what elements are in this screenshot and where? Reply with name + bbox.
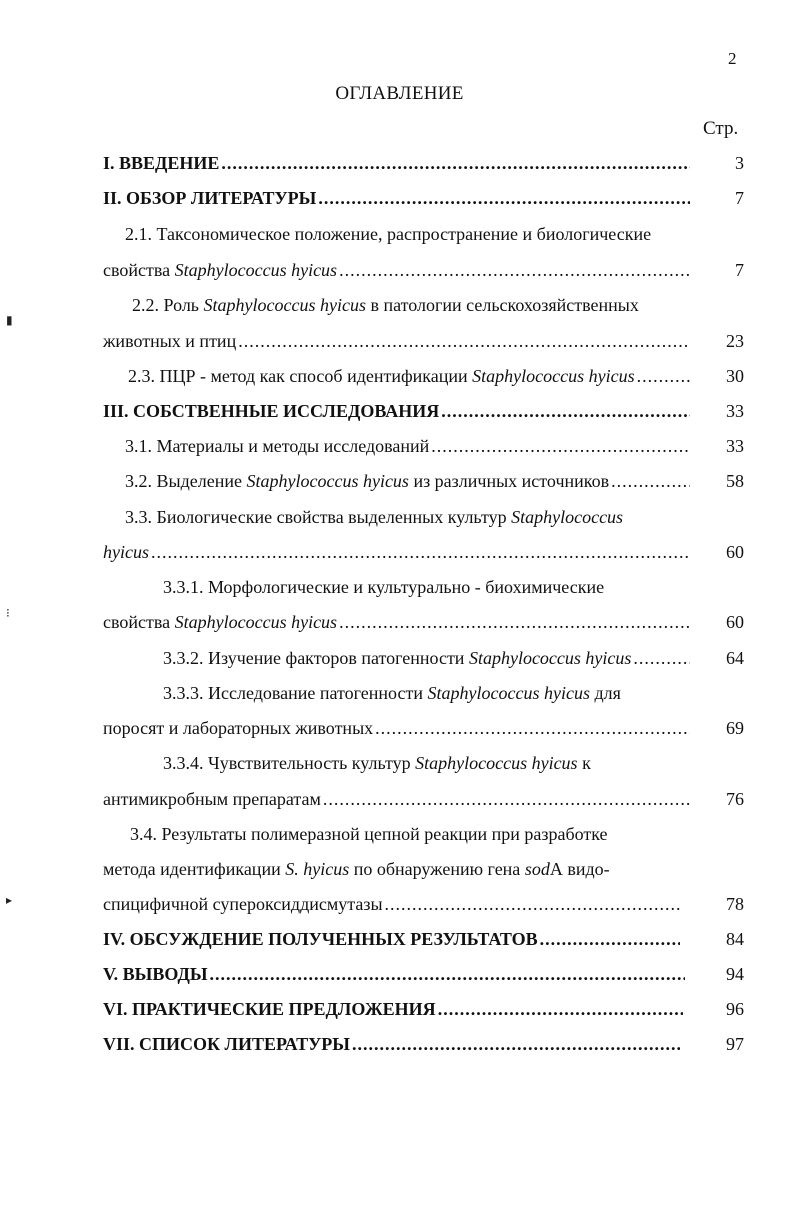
entry-label-italic: S. hyicus: [285, 859, 350, 879]
toc-entry-2-1-line1: [125, 222, 651, 246]
entry-label: 3.3. Биологические свойства выделенных культур: [125, 507, 512, 527]
entry-page: 78: [726, 894, 744, 914]
dot-leader: [438, 997, 683, 1021]
toc-entry-3-3-2: [163, 646, 690, 670]
dot-leader: [540, 927, 680, 951]
entry-label: I. ВВЕДЕНИЕ: [103, 153, 220, 173]
entry-label: 3.3.1. Морфологические и культурально - биохимические: [163, 577, 605, 597]
entry-page: 64: [726, 648, 744, 668]
toc-entry-2-2-line2: [103, 329, 690, 353]
entry-label: 3.3.3. Исследование патогенности: [163, 683, 428, 703]
dot-leader: [611, 469, 690, 493]
entry-label: из различных источников: [408, 471, 610, 491]
entry-label-italic: sod: [524, 859, 550, 879]
toc-entry-3-4-line3: [103, 892, 680, 916]
entry-label: 2.1. Таксономическое положение, распространение и биологические: [125, 224, 652, 244]
dot-leader: [637, 364, 690, 388]
entry-page: 30: [726, 366, 744, 386]
entry-page: 96: [726, 999, 744, 1019]
scan-mark: ▮: [6, 313, 13, 327]
entry-page: 84: [726, 929, 744, 949]
toc-entry-own-research: [103, 399, 690, 423]
entry-label: свойства: [103, 612, 175, 632]
dot-leader: [151, 540, 690, 564]
entry-page: 33: [726, 436, 744, 456]
entry-label: поросят и лабораторных животных: [103, 718, 374, 738]
entry-label: IV. ОБСУЖДЕНИЕ ПОЛУЧЕННЫХ РЕЗУЛЬТАТОВ: [103, 929, 538, 949]
toc-entry-3-3-4-line1: [163, 751, 591, 775]
dot-leader: [339, 610, 690, 634]
toc-entry-literature-review: [103, 186, 690, 210]
entry-page: 58: [726, 471, 744, 491]
entry-label-italic: Staphylococcus hyicus: [472, 366, 635, 386]
dot-leader: [431, 434, 690, 458]
dot-leader: [318, 186, 690, 210]
toc-entry-3-1: [125, 434, 690, 458]
toc-entry-3-3-1-line2: [103, 610, 690, 634]
entry-label: антимикробным препаратам: [103, 789, 321, 809]
entry-label: II. ОБЗОР ЛИТЕРАТУРЫ: [103, 188, 317, 208]
toc-entry-3-3-4-line2: [103, 787, 690, 811]
page-number: 2: [728, 49, 737, 68]
dot-leader: [323, 787, 690, 811]
entry-label: свойства: [103, 260, 175, 280]
page-column-header: Стр.: [703, 118, 739, 139]
entry-label: 2.2. Роль: [132, 295, 204, 315]
toc-entry-3-3-3-line1: [163, 681, 621, 705]
toc-entry-3-4-line1: [130, 822, 608, 846]
toc-entry-discussion: [103, 927, 680, 951]
entry-label: спицифичной супероксиддисмутазы: [103, 894, 383, 914]
entry-label: VI. ПРАКТИЧЕСКИЕ ПРЕДЛОЖЕНИЯ: [103, 999, 436, 1019]
toc-entry-3-3-1-line1: [163, 575, 604, 599]
scan-mark: ▸: [6, 893, 13, 907]
entry-label-italic: Staphylococcus hyicus: [415, 753, 578, 773]
entry-label: животных и птиц: [103, 331, 237, 351]
entry-label-italic: Staphylococcus hyicus: [174, 612, 338, 632]
entry-page: 7: [735, 260, 744, 280]
toc-entry-3-4-line2: [103, 857, 610, 881]
toc-entry-2-3: [128, 364, 690, 388]
toc-entry-references: [103, 1032, 680, 1056]
entry-page: 94: [726, 964, 744, 984]
entry-label: 3.1. Материалы и методы исследований: [125, 436, 430, 456]
entry-label: к: [577, 753, 591, 773]
entry-label: А видо-: [549, 859, 610, 879]
entry-page: 60: [726, 542, 744, 562]
entry-label: 3.4. Результаты полимеразной цепной реакции при разработке: [130, 824, 608, 844]
entry-label-italic: Staphylococcus: [511, 507, 624, 527]
entry-page: 76: [726, 789, 744, 809]
entry-label: для: [589, 683, 621, 703]
toc-entry-3-3-line2: [103, 540, 690, 564]
entry-page: 7: [735, 188, 744, 208]
entry-page: 60: [726, 612, 744, 632]
toc-entry-3-2: [125, 469, 690, 493]
dot-leader: [221, 151, 690, 175]
entry-label: 3.3.2. Изучение факторов патогенности: [163, 648, 469, 668]
dot-leader: [238, 329, 690, 353]
dot-leader: [375, 716, 690, 740]
scan-mark: ⁝: [6, 606, 10, 620]
toc-entry-2-2-line1: [132, 293, 639, 317]
entry-label-italic: Staphylococcus hyicus: [427, 683, 590, 703]
entry-label: по обнаружению гена: [349, 859, 525, 879]
entry-label: V. ВЫВОДЫ: [103, 964, 208, 984]
entry-page: 33: [726, 401, 744, 421]
dot-leader: [339, 258, 690, 282]
entry-label: 2.3. ПЦР - метод как способ идентификации: [128, 366, 473, 386]
entry-label: метода идентификации: [103, 859, 286, 879]
toc-entry-introduction: [103, 151, 690, 175]
entry-page: 3: [735, 153, 744, 173]
entry-label-italic: Staphylococcus hyicus: [468, 648, 632, 668]
entry-label: 3.3.4. Чувствительность культур: [163, 753, 416, 773]
toc-entry-conclusions: [103, 962, 685, 986]
dot-leader: [210, 962, 685, 986]
entry-label: 3.2. Выделение: [125, 471, 247, 491]
entry-label-italic: hyicus: [103, 542, 149, 562]
toc-title: ОГЛАВЛЕНИЕ: [335, 83, 464, 104]
toc-entry-3-3-line1: [125, 505, 623, 529]
toc-entry-3-3-3-line2: [103, 716, 690, 740]
entry-page: 97: [726, 1034, 744, 1054]
entry-label: в патологии сельскохозяйственных: [365, 295, 639, 315]
dot-leader: [633, 646, 690, 670]
dot-leader: [352, 1032, 680, 1056]
entry-label-italic: Staphylococcus hyicus: [203, 295, 366, 315]
entry-label-italic: Staphylococcus hyicus: [174, 260, 338, 280]
dot-leader: [385, 892, 680, 916]
entry-page: 23: [726, 331, 744, 351]
entry-page: 69: [726, 718, 744, 738]
entry-label: VII. СПИСОК ЛИТЕРАТУРЫ: [103, 1034, 350, 1054]
entry-label: III. СОБСТВЕННЫЕ ИССЛЕДОВАНИЯ: [103, 401, 440, 421]
toc-entry-practical-proposals: [103, 997, 683, 1021]
toc-entry-2-1-line2: [103, 258, 690, 282]
entry-label-italic: Staphylococcus hyicus: [246, 471, 409, 491]
dot-leader: [441, 399, 690, 423]
